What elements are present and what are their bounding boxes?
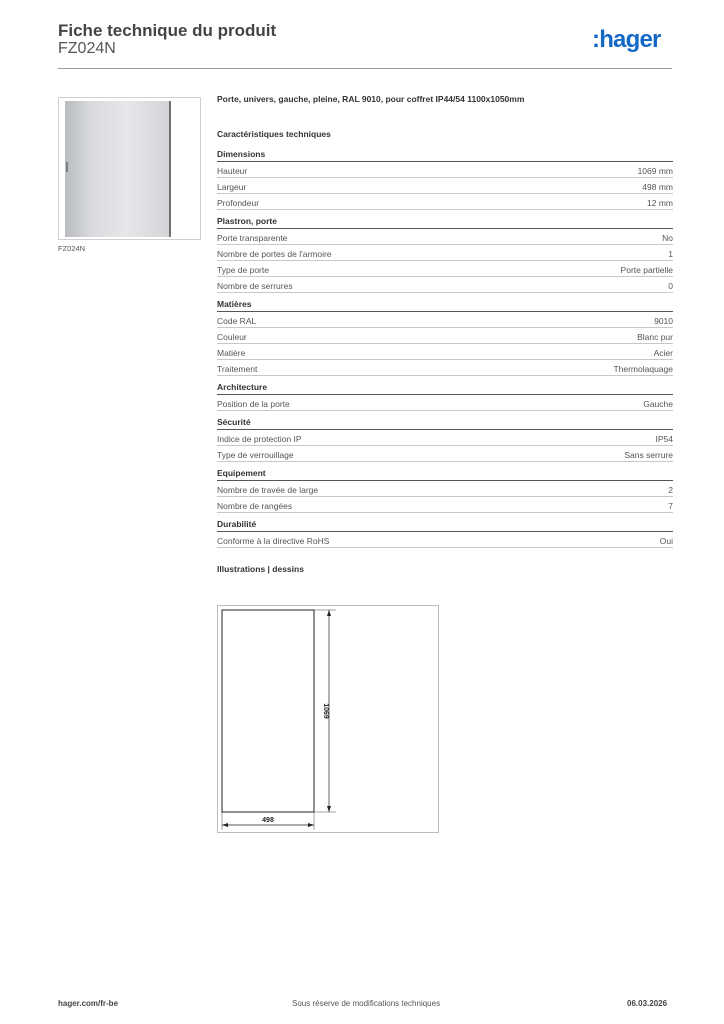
door-outline bbox=[222, 610, 314, 812]
spec-value: 0 bbox=[668, 281, 673, 291]
footer-website-link[interactable]: hager.com/fr-be bbox=[58, 999, 119, 1008]
spec-label: Nombre de travée de large bbox=[217, 485, 319, 495]
spec-label: Type de verrouillage bbox=[217, 450, 294, 460]
spec-value: 1069 mm bbox=[637, 166, 673, 176]
spec-row bbox=[217, 312, 673, 328]
spec-row bbox=[217, 481, 673, 497]
spec-section bbox=[217, 299, 673, 376]
spec-value: Oui bbox=[659, 536, 673, 546]
width-dimension-label: 498 bbox=[262, 817, 274, 824]
spec-row bbox=[217, 446, 673, 462]
product-image bbox=[58, 97, 201, 240]
spec-value: Gauche bbox=[643, 399, 673, 409]
spec-section-title: Equipement bbox=[217, 468, 673, 481]
specification-column bbox=[217, 94, 673, 574]
product-description: Porte, univers, gauche, pleine, RAL 9010, pour coffret IP44/54 1100x1050mm bbox=[217, 94, 525, 104]
spec-label: Profondeur bbox=[217, 198, 260, 208]
footer-notice: Sous réserve de modifications techniques bbox=[292, 999, 441, 1008]
spec-row bbox=[217, 532, 673, 548]
spec-value: Blanc pur bbox=[637, 332, 673, 342]
height-arrow-top bbox=[327, 610, 331, 616]
spec-value: 498 mm bbox=[642, 182, 673, 192]
spec-row bbox=[217, 395, 673, 411]
spec-section bbox=[217, 149, 673, 210]
dimension-drawing-svg bbox=[218, 606, 440, 834]
spec-value: No bbox=[662, 233, 673, 243]
height-arrow-bottom bbox=[327, 806, 331, 812]
spec-label: Nombre de rangées bbox=[217, 501, 293, 511]
hager-logo: :hager bbox=[592, 26, 661, 53]
spec-row bbox=[217, 344, 673, 360]
spec-label: Type de porte bbox=[217, 265, 269, 275]
spec-label: Position de la porte bbox=[217, 399, 290, 409]
spec-row bbox=[217, 261, 673, 277]
spec-label: Nombre de portes de l'armoire bbox=[217, 249, 332, 259]
spec-value: 2 bbox=[668, 485, 673, 495]
spec-value: 7 bbox=[668, 501, 673, 511]
spec-section bbox=[217, 468, 673, 513]
spec-section bbox=[217, 216, 673, 293]
spec-section-title: Durabilité bbox=[217, 519, 673, 532]
spec-row bbox=[217, 194, 673, 210]
spec-value: Thermolaquage bbox=[613, 364, 673, 374]
spec-value: Porte partielle bbox=[620, 265, 673, 275]
spec-label: Hauteur bbox=[217, 166, 248, 176]
width-arrow-right bbox=[308, 823, 314, 827]
spec-row bbox=[217, 360, 673, 376]
spec-section bbox=[217, 519, 673, 548]
spec-label: Indice de protection IP bbox=[217, 434, 302, 444]
spec-section-title: Matières bbox=[217, 299, 673, 312]
door-panel-picture bbox=[65, 101, 171, 237]
spec-row bbox=[217, 162, 673, 178]
spec-section-title: Architecture bbox=[217, 382, 673, 395]
spec-label: Porte transparente bbox=[217, 233, 288, 243]
spec-row bbox=[217, 328, 673, 344]
dimension-drawing bbox=[217, 605, 439, 833]
illustrations-heading: Illustrations | dessins bbox=[217, 564, 304, 574]
spec-section bbox=[217, 417, 673, 462]
spec-row bbox=[217, 430, 673, 446]
spec-value: 12 mm bbox=[647, 198, 673, 208]
spec-value: Sans serrure bbox=[624, 450, 673, 460]
spec-label: Traitement bbox=[217, 364, 258, 374]
specification-sections bbox=[217, 149, 673, 548]
spec-value: 9010 bbox=[654, 316, 673, 326]
spec-section-title: Dimensions bbox=[217, 149, 673, 162]
spec-row bbox=[217, 245, 673, 261]
spec-label: Nombre de serrures bbox=[217, 281, 293, 291]
header-divider bbox=[58, 68, 672, 69]
spec-row bbox=[217, 497, 673, 513]
product-reference: FZ024N bbox=[58, 40, 116, 57]
spec-label: Code RAL bbox=[217, 316, 257, 326]
spec-label: Matière bbox=[217, 348, 246, 358]
spec-label: Largeur bbox=[217, 182, 247, 192]
height-dimension-label: 1069 bbox=[322, 703, 329, 719]
spec-label: Couleur bbox=[217, 332, 247, 342]
product-image-caption: FZ024N bbox=[58, 244, 86, 253]
spec-row bbox=[217, 178, 673, 194]
spec-value: Acier bbox=[653, 348, 673, 358]
spec-section-title: Plastron, porte bbox=[217, 216, 673, 229]
spec-row bbox=[217, 277, 673, 293]
spec-value: 1 bbox=[668, 249, 673, 259]
spec-label: Conforme à la directive RoHS bbox=[217, 536, 330, 546]
spec-row bbox=[217, 229, 673, 245]
footer-date: 06.03.2026 bbox=[627, 999, 668, 1008]
width-arrow-left bbox=[222, 823, 228, 827]
spec-value: IP54 bbox=[655, 434, 673, 444]
page-title: Fiche technique du produit bbox=[58, 21, 277, 40]
technical-characteristics-heading: Caractéristiques techniques bbox=[217, 129, 331, 139]
door-latch-mark bbox=[66, 162, 68, 172]
spec-section bbox=[217, 382, 673, 411]
spec-section-title: Sécurité bbox=[217, 417, 673, 430]
